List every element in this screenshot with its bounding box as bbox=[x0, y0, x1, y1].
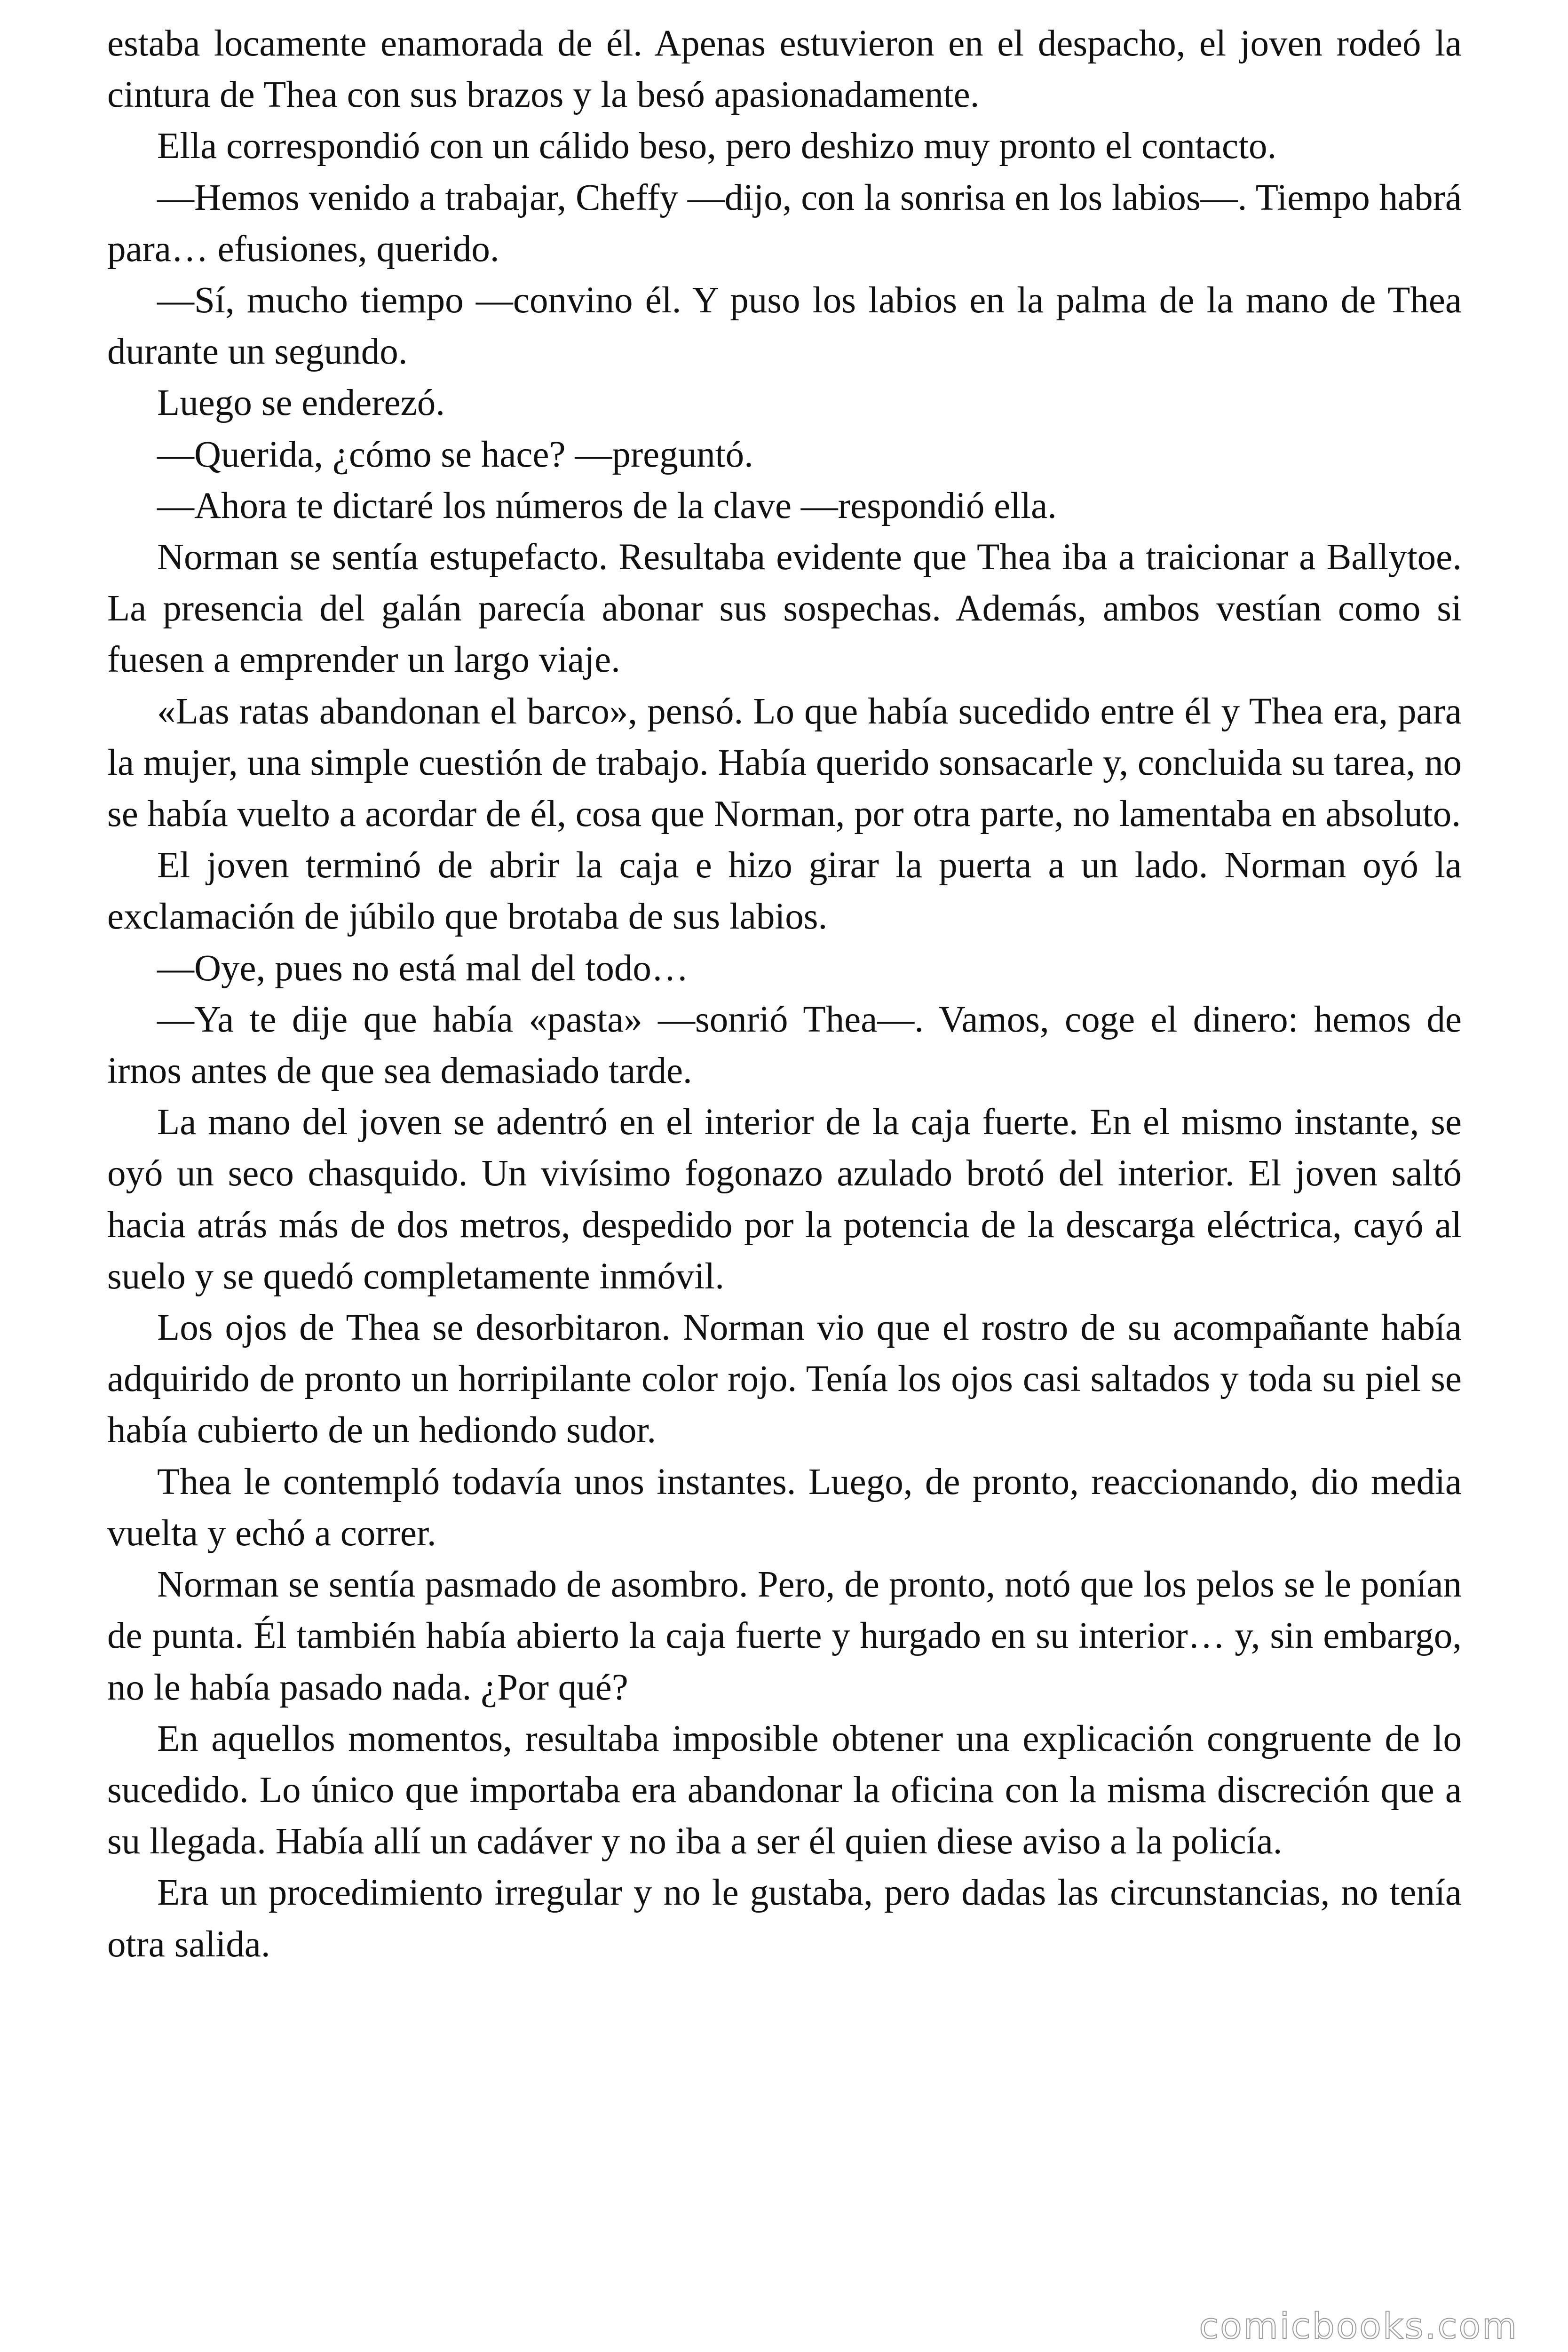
paragraph-2: Ella correspondió con un cálido beso, pero deshizo muy pronto el contacto. bbox=[157, 126, 1277, 167]
paragraph-14: Los ojos de Thea se desorbitaron. Norman vio que el rostro de su acompañante había adquirido de pronto un horripilante color rojo. Tenía los ojos casi saltados y toda su piel se había cubierto de un hediondo sudor. bbox=[107, 1307, 1462, 1451]
page-body-text bbox=[107, 18, 1462, 1970]
paragraph-10: El joven terminó de abrir la caja e hizo girar la puerta a un lado. Norman oyó la exclamación de júbilo que brotaba de sus labios. bbox=[107, 845, 1462, 938]
watermark: comicbooks.com bbox=[1199, 2305, 1518, 2347]
paragraph-5: Luego se enderezó. bbox=[157, 382, 445, 424]
paragraph-1: estaba locamente enamorada de él. Apenas estuvieron en el despacho, el joven rodeó la cintura de Thea con sus brazos y la besó apasionadamente. bbox=[107, 23, 1462, 116]
paragraph-12: —Ya te dije que había «pasta» —sonrió Thea—. Vamos, coge el dinero: hemos de irnos antes de que sea demasiado tarde. bbox=[107, 999, 1462, 1092]
paragraph-16: Norman se sentía pasmado de asombro. Pero, de pronto, notó que los pelos se le ponían de punta. Él también había abierto la caja fuerte y hurgado en su interior… y, sin embargo, no le había pasado nada. ¿Por qué? bbox=[107, 1564, 1462, 1708]
paragraph-18: Era un procedimiento irregular y no le gustaba, pero dadas las circunstancias, no tenía otra salida. bbox=[107, 1872, 1462, 1965]
paragraph-8: Norman se sentía estupefacto. Resultaba evidente que Thea iba a traicionar a Ballytoe. La presencia del galán parecía abonar sus sospechas. Además, ambos vestían como si fuesen a emprender un largo viaje. bbox=[107, 537, 1462, 681]
paragraph-7: —Ahora te dictaré los números de la clave —respondió ella. bbox=[157, 485, 1057, 526]
paragraph-11: —Oye, pues no está mal del todo… bbox=[157, 947, 689, 989]
paragraph-17: En aquellos momentos, resultaba imposible obtener una explicación congruente de lo sucedido. Lo único que importaba era abandonar la oficina con la misma discreción que a su llegada. Había allí un cadáver y no iba a ser él quien diese aviso a la policía. bbox=[107, 1718, 1462, 1862]
paragraph-9: «Las ratas abandonan el barco», pensó. Lo que había sucedido entre él y Thea era, para la mujer, una simple cuestión de trabajo. Había querido sonsacarle y, concluida su tarea, no se había vuelto a acordar de él, cosa que Norman, por otra parte, no lamentaba en absoluto. bbox=[107, 691, 1462, 835]
paragraph-15: Thea le contempló todavía unos instantes. Luego, de pronto, reaccionando, dio media vuelta y echó a correr. bbox=[107, 1461, 1462, 1554]
paragraph-3: —Hemos venido a trabajar, Cheffy —dijo, con la sonrisa en los labios—. Tiempo habrá para… efusiones, querido. bbox=[107, 177, 1462, 270]
paragraph-4: —Sí, mucho tiempo —convino él. Y puso los labios en la palma de la mano de Thea durante un segundo. bbox=[107, 280, 1462, 373]
paragraph-13: La mano del joven se adentró en el interior de la caja fuerte. En el mismo instante, se oyó un seco chasquido. Un vivísimo fogonazo azulado brotó del interior. El joven saltó hacia atrás más de dos metros, despedido por la potencia de la descarga eléctrica, cayó al suelo y se quedó completamente inmóvil. bbox=[107, 1102, 1462, 1297]
paragraph-6: —Querida, ¿cómo se hace? —preguntó. bbox=[157, 434, 753, 475]
